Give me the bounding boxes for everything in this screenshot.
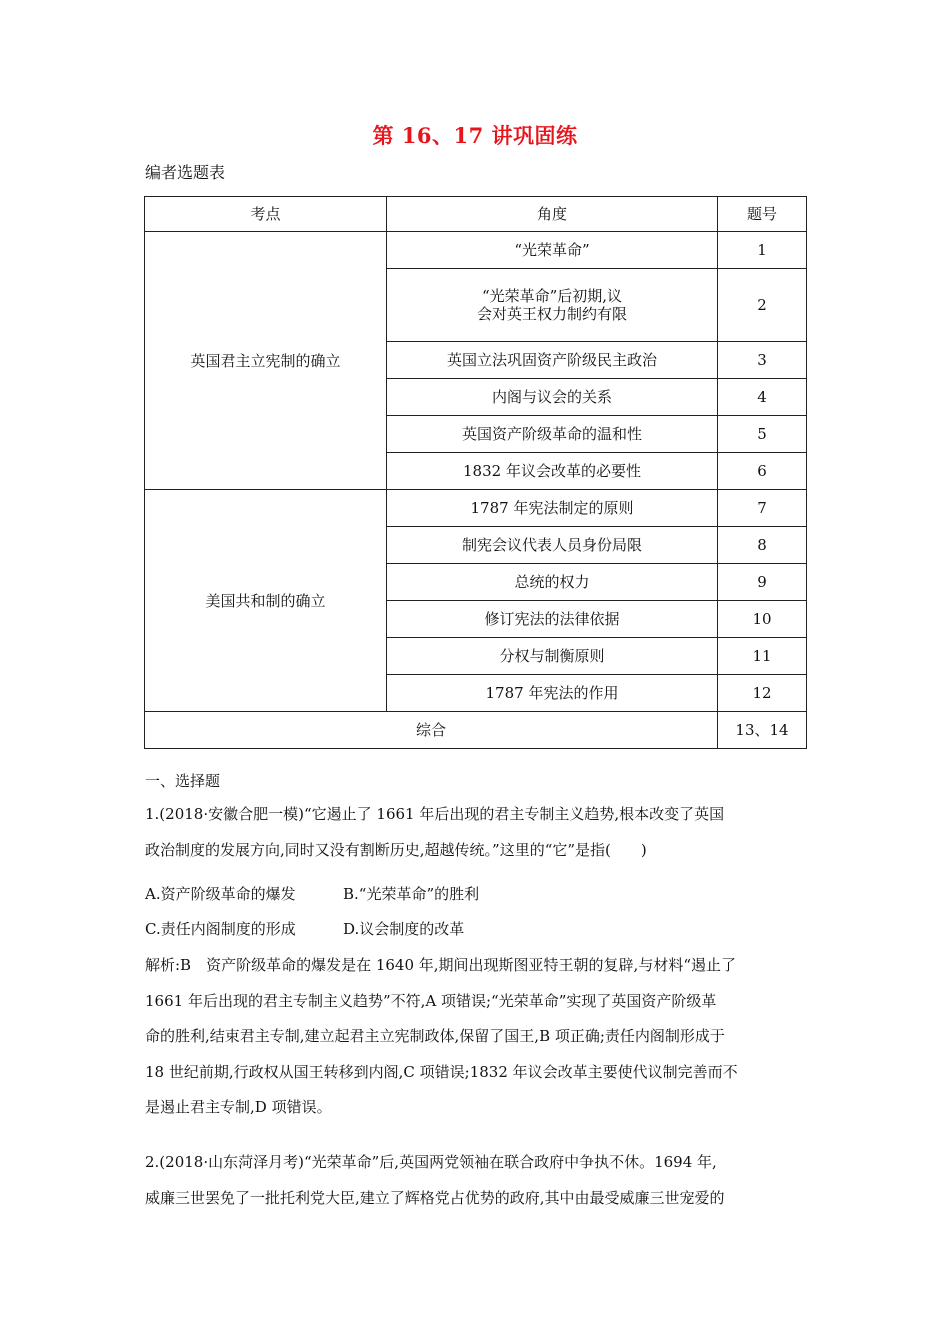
topic-cell-america: 美国共和制的确立	[145, 490, 387, 712]
question-line: 2.(2018·山东菏泽月考)“光荣革命”后,英国两党领袖在联合政府中争执不休。1694 年,	[145, 1153, 717, 1171]
number-cell: 6	[718, 453, 807, 490]
question-line: 政治制度的发展方向,同时又没有割断历史,超越传统。”这里的“它”是指( )	[145, 840, 647, 859]
number-cell: 1	[718, 232, 807, 269]
angle-cell: 修订宪法的法律依据	[387, 601, 718, 638]
header-angle: 角度	[387, 197, 718, 232]
explanation-line: 1661 年后出现的君主专制主义趋势”不符,A 项错误;“光荣革命”实现了英国资产阶级革	[145, 991, 717, 1010]
option-a: A.资产阶级革命的爆发	[145, 885, 296, 903]
explanation-line: 是遏止君主专制,D 项错误。	[145, 1098, 332, 1116]
page-title: 第 16、17 讲巩固练	[372, 123, 578, 148]
explanation-line: 命的胜利,结束君主专制,建立起君主立宪制政体,保留了国王,B 项正确;责任内阁制形成于	[145, 1027, 725, 1045]
options-row-2	[145, 918, 464, 939]
angle-cell: 英国立法巩固资产阶级民主政治	[387, 342, 718, 379]
number-cell: 4	[718, 379, 807, 416]
table-row	[145, 490, 807, 527]
number-cell: 10	[718, 601, 807, 638]
angle-cell: 内阁与议会的关系	[387, 379, 718, 416]
number-cell: 11	[718, 638, 807, 675]
summary-number: 13、14	[718, 712, 807, 749]
table-header-row	[145, 197, 807, 232]
angle-line: “光荣革命”后初期,议	[481, 287, 623, 305]
section-heading: 一、选择题	[145, 772, 221, 790]
topic-cell-britain: 英国君主立宪制的确立	[145, 232, 387, 490]
angle-cell: 1832 年议会改革的必要性	[387, 453, 718, 490]
header-topic: 考点	[145, 197, 387, 232]
summary-label: 综合	[145, 712, 718, 749]
option-c: C.责任内阁制度的形成	[145, 920, 296, 938]
header-number: 题号	[718, 197, 807, 232]
explanation-line: 解析:B 资产阶级革命的爆发是在 1640 年,期间出现斯图亚特王朝的复辟,与材料“遏止了	[145, 956, 736, 974]
angle-cell: “光荣革命”	[387, 232, 718, 269]
number-cell: 8	[718, 527, 807, 564]
angle-cell: 1787 年宪法的作用	[387, 675, 718, 712]
options-row-1	[145, 883, 479, 904]
number-cell: 5	[718, 416, 807, 453]
number-cell: 9	[718, 564, 807, 601]
question-2	[145, 1145, 807, 1216]
number-cell: 3	[718, 342, 807, 379]
question-line: 威廉三世罢免了一批托利党大臣,建立了辉格党占优势的政府,其中由最受威廉三世宠爱的	[145, 1188, 725, 1207]
angle-cell: 1787 年宪法制定的原则	[387, 490, 718, 527]
number-cell: 7	[718, 490, 807, 527]
question-1	[145, 797, 807, 868]
angle-cell: 总统的权力	[387, 564, 718, 601]
angle-cell	[387, 269, 718, 342]
angle-line: 会对英王权力制约有限	[476, 305, 627, 323]
explanation-line: 18 世纪前期,行政权从国王转移到内阁,C 项错误;1832 年议会改革主要使代议制完善而不	[145, 1062, 738, 1081]
table-caption: 编者选题表	[145, 163, 226, 182]
explanation-1	[145, 948, 807, 1126]
angle-cell: 制宪会议代表人员身份局限	[387, 527, 718, 564]
table-summary-row	[145, 712, 807, 749]
option-b: B.“光荣革命”的胜利	[343, 885, 480, 903]
table-row	[145, 232, 807, 269]
question-line: 1.(2018·安徽合肥一模)“它遏止了 1661 年后出现的君主专制主义趋势,根本改变了英国	[145, 805, 725, 823]
option-d: D.议会制度的改革	[343, 920, 465, 938]
number-cell: 2	[718, 269, 807, 342]
question-selection-table	[144, 196, 807, 749]
angle-cell: 分权与制衡原则	[387, 638, 718, 675]
angle-cell: 英国资产阶级革命的温和性	[387, 416, 718, 453]
number-cell: 12	[718, 675, 807, 712]
